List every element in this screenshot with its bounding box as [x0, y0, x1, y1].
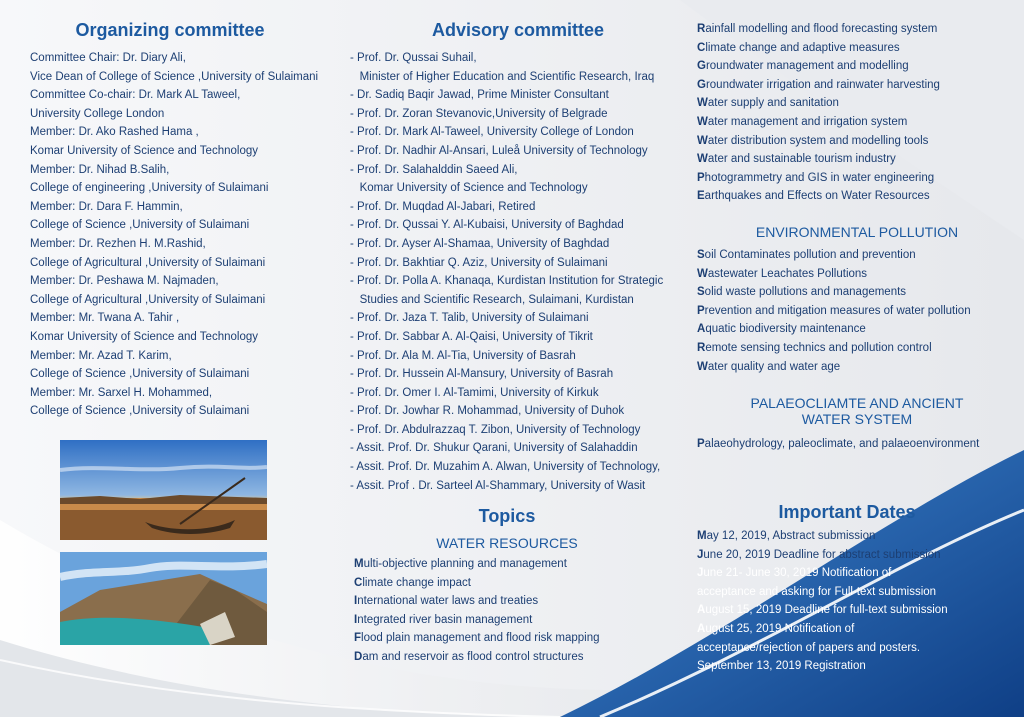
pollution-title: ENVIRONMENTAL POLLUTION	[755, 224, 959, 240]
topic-item-initial: W	[697, 97, 708, 110]
topic-item	[697, 57, 1017, 76]
date-item	[697, 657, 1017, 676]
date-item-initial: J	[697, 548, 704, 561]
topic-item-initial: M	[354, 558, 364, 570]
pollution-item	[697, 246, 1017, 265]
topic-item-text: ater and sustainable tourism industry	[707, 153, 896, 166]
topic-item	[697, 20, 1017, 39]
organizing-line: Member: Mr. Twana A. Tahir ,	[30, 312, 180, 325]
advisory-line: Minister of Higher Education and Scientific Research, Iraq	[350, 70, 655, 83]
topic-item-text: arthquakes and Effects on Water Resources	[704, 190, 930, 203]
water-resources-continued-list	[697, 20, 1017, 206]
topic-item-initial: W	[697, 115, 708, 128]
date-item	[697, 601, 1017, 620]
topic-item-text: ainfall modelling and flood forecasting system	[705, 23, 938, 35]
topic-item	[354, 555, 674, 574]
date-item-text: September 13, 2019 Registration	[697, 660, 866, 673]
date-item-initial: A	[697, 604, 706, 617]
topic-item-text: hotogrammetry and GIS in water engineering	[704, 171, 935, 184]
date-item	[697, 639, 1017, 658]
date-item	[697, 564, 1017, 583]
topic-item	[697, 169, 1017, 188]
organizing-line: College of engineering ,University of Sulaimani	[30, 182, 269, 195]
topic-item-initial: W	[697, 134, 708, 147]
topic-item-text: am and reservoir as flood control structures	[362, 650, 584, 663]
important-dates-title: Important Dates	[778, 502, 916, 522]
date-item-text: acceptance and asking for Full-text submission	[697, 585, 937, 598]
advisory-line: - Assit. Prof. Dr. Shukur Qarani, University of Salahaddin	[350, 442, 638, 455]
advisory-line: - Prof. Dr. Salahalddin Saeed Ali,	[350, 163, 518, 176]
topic-item	[697, 150, 1017, 169]
organizing-line: Member: Dr. Dara F. Hammin,	[30, 200, 183, 213]
advisory-line: - Prof. Dr. Muqdad Al-Jabari, Retired	[350, 200, 536, 213]
palaeo-title-line2: WATER SYSTEM	[801, 411, 913, 427]
pollution-item	[697, 358, 1017, 377]
topic-item-initial: G	[697, 60, 706, 73]
topic-item-initial: P	[697, 171, 705, 184]
date-item-text: acceptance/rejection of papers and posters.	[697, 641, 921, 654]
pollution-item	[697, 302, 1017, 321]
advisory-line: Studies and Scientific Research, Sulaimani, Kurdistan	[350, 293, 634, 306]
advisory-line: - Prof. Dr. Ala M. Al-Tia, University of Basrah	[350, 349, 576, 362]
advisory-line: - Prof. Dr. Polla A. Khanaqa, Kurdistan Institution for Strategic	[350, 275, 664, 288]
advisory-line: - Prof. Dr. Qussai Suhail,	[350, 52, 477, 64]
date-item	[697, 583, 1017, 602]
pollution-item	[697, 265, 1017, 284]
topic-item-initial: W	[697, 153, 708, 166]
organizing-line: Member: Dr. Nihad B.Salih,	[30, 163, 170, 176]
water-resources-title: WATER RESOURCES	[436, 535, 578, 551]
advisory-line: - Prof. Dr. Sabbar A. Al-Qaisi, University of Tikrit	[350, 330, 593, 343]
organizing-line: Committee Chair: Dr. Diary Ali,	[30, 52, 186, 64]
pollution-item-initial: P	[697, 304, 705, 317]
pollution-item-text: emote sensing technics and pollution control	[705, 341, 932, 354]
organizing-line: Komar University of Science and Technology	[30, 144, 258, 157]
advisory-line: - Prof. Dr. Mark Al-Taweel, University College of London	[350, 126, 634, 139]
topic-item-text: roundwater irrigation and rainwater harvesting	[705, 78, 940, 91]
water-resources-list	[354, 555, 674, 667]
important-dates-section	[697, 502, 1017, 676]
date-item-initial: J	[697, 567, 704, 580]
topic-item-initial: C	[354, 576, 363, 589]
topic-item-text: limate change impact	[362, 576, 471, 589]
important-dates-list	[697, 527, 1017, 676]
palaeo-list	[697, 435, 1017, 454]
topic-item	[354, 629, 674, 648]
advisory-line: - Prof. Dr. Omer I. Al-Tamimi, University of Kirkuk	[350, 386, 599, 399]
organizing-line: College of Science ,University of Sulaimani	[30, 219, 250, 232]
topic-item-text: ater supply and sanitation	[707, 97, 839, 110]
pollution-item	[697, 320, 1017, 339]
topic-item-initial: G	[697, 78, 706, 91]
topic-item	[354, 574, 674, 593]
topic-item	[697, 76, 1017, 95]
topic-item	[697, 39, 1017, 58]
organizing-line: Member: Dr. Peshawa M. Najmaden,	[30, 275, 219, 288]
palaeo-section	[697, 395, 1017, 454]
pollution-item-initial: R	[697, 341, 706, 354]
organizing-line: Komar University of Science and Technology	[30, 330, 258, 343]
organizing-committee-title: Organizing committee	[75, 20, 265, 40]
pollution-item-text: astewater Leachates Pollutions	[707, 267, 868, 280]
topics-title: Topics	[478, 506, 536, 526]
pollution-item-text: olid waste pollutions and managements	[704, 286, 907, 299]
organizing-line: College of Agricultural ,University of Sulaimani	[30, 293, 266, 306]
organizing-line: Member: Mr. Sarxel H. Mohammed,	[30, 386, 213, 399]
lake-boat-photo	[60, 440, 267, 540]
date-item-initial: M	[697, 530, 707, 542]
date-item-text: une 21- June 30, 2019 Notification of	[703, 567, 892, 580]
organizing-line: Vice Dean of College of Science ,University of Sulaimani	[30, 70, 319, 83]
date-item-initial: A	[697, 622, 706, 635]
topic-item-initial: I	[354, 595, 358, 608]
topic-item-text: lood plain management and flood risk mapping	[361, 632, 600, 645]
topic-item-text: roundwater management and modelling	[705, 60, 909, 73]
date-item-text: ay 12, 2019, Abstract submission	[706, 530, 876, 542]
date-item	[697, 546, 1017, 565]
palaeo-title-line1: PALAEOCLIAMTE AND ANCIENT	[750, 395, 964, 411]
advisory-line: - Assit. Prof . Dr. Sarteel Al-Shammary, University of Wasit	[350, 479, 646, 492]
organizing-line: Member: Dr. Rezhen H. M.Rashid,	[30, 237, 206, 250]
pollution-item-text: oil Contaminates pollution and prevention	[704, 249, 916, 261]
advisory-line: - Prof. Dr. Jaza T. Talib, University of Sulaimani	[350, 312, 589, 325]
organizing-line: Member: Dr. Ako Rashed Hama ,	[30, 126, 199, 139]
date-item	[697, 527, 1017, 546]
palaeo-item-initial: P	[697, 438, 705, 450]
organizing-line: University College London	[30, 107, 165, 120]
pollution-item-text: revention and mitigation measures of water pollution	[704, 304, 971, 317]
advisory-line: - Prof. Dr. Qussai Y. Al-Kubaisi, University of Baghdad	[350, 219, 624, 232]
topic-item	[697, 187, 1017, 206]
palaeo-item-text: alaeohydrology, paleoclimate, and palaeoenvironment	[704, 438, 980, 450]
date-item-text: ugust 25, 2019 Notification of	[705, 622, 855, 635]
pollution-item-text: quatic biodiversity maintenance	[705, 323, 866, 336]
advisory-line: - Prof. Dr. Abdulrazzaq T. Zibon, University of Technology	[350, 423, 641, 436]
pollution-item-initial: A	[697, 323, 706, 336]
topic-item-text: ater management and irrigation system	[707, 115, 908, 128]
topics-section	[354, 506, 674, 667]
topic-item-initial: R	[697, 23, 706, 35]
pollution-item	[697, 283, 1017, 302]
topic-item	[354, 648, 674, 667]
water-resources-continued	[697, 20, 1017, 206]
advisory-line: - Assit. Prof. Dr. Muzahim A. Alwan, University of Technology,	[350, 461, 661, 474]
advisory-line: Komar University of Science and Technology	[350, 182, 588, 195]
pollution-section	[697, 224, 1017, 376]
topic-item-text: ntegrated river basin management	[357, 613, 533, 626]
topic-item-initial: E	[697, 190, 705, 203]
organizing-line: College of Science ,University of Sulaimani	[30, 405, 250, 418]
topic-item-text: limate change and adaptive measures	[705, 41, 900, 54]
topic-item	[354, 611, 674, 630]
advisory-line: - Prof. Dr. Zoran Stevanovic,University of Belgrade	[350, 107, 608, 120]
palaeo-item	[697, 435, 1017, 454]
topic-item-initial: F	[354, 632, 362, 645]
advisory-line: - Prof. Dr. Hussein Al-Mansury, University of Basrah	[350, 368, 614, 381]
topic-item	[354, 592, 674, 611]
organizing-line: College of Science ,University of Sulaimani	[30, 368, 250, 381]
topic-item	[697, 113, 1017, 132]
date-item	[697, 620, 1017, 639]
pollution-item-initial: S	[697, 249, 705, 261]
pollution-item	[697, 339, 1017, 358]
advisory-line: - Dr. Sadiq Baqir Jawad, Prime Minister Consultant	[350, 89, 609, 102]
topic-item	[697, 132, 1017, 151]
organizing-committee-section	[30, 20, 330, 421]
topic-item-text: ater distribution system and modelling tools	[707, 134, 929, 147]
topic-item-initial: I	[354, 613, 358, 626]
date-item-text: ugust 15, 2019 Deadline for full-text submission	[705, 604, 948, 617]
topic-item-text: nternational water laws and treaties	[357, 595, 539, 608]
advisory-committee-section	[350, 20, 680, 495]
topic-item-text: ulti-objective planning and management	[363, 558, 567, 570]
pollution-item-initial: S	[697, 286, 705, 299]
dam-lake-photo	[60, 552, 267, 645]
topic-item-initial: D	[354, 650, 363, 663]
advisory-line: - Prof. Dr. Bakhtiar Q. Aziz, University of Sulaimani	[350, 256, 608, 269]
pollution-item-initial: W	[697, 267, 708, 280]
organizing-line: Member: Mr. Azad T. Karim,	[30, 349, 172, 362]
pollution-item-text: ater quality and water age	[707, 360, 841, 373]
organizing-line: Committee Co-chair: Dr. Mark AL Taweel,	[30, 89, 241, 102]
topic-item	[697, 94, 1017, 113]
organizing-committee-list	[30, 49, 330, 421]
organizing-line: College of Agricultural ,University of Sulaimani	[30, 256, 266, 269]
date-item-text: une 20, 2019 Deadline for abstract submission	[703, 548, 941, 561]
advisory-line: - Prof. Dr. Jowhar R. Mohammad, University of Duhok	[350, 405, 625, 418]
advisory-committee-title: Advisory committee	[431, 20, 605, 40]
advisory-committee-list	[350, 49, 680, 495]
topic-item-initial: C	[697, 41, 706, 54]
pollution-item-initial: W	[697, 360, 708, 373]
pollution-list	[697, 246, 1017, 376]
advisory-line: - Prof. Dr. Nadhir Al-Ansari, Luleå University of Technology	[350, 144, 648, 157]
advisory-line: - Prof. Dr. Ayser Al-Shamaa, University of Baghdad	[350, 237, 610, 250]
